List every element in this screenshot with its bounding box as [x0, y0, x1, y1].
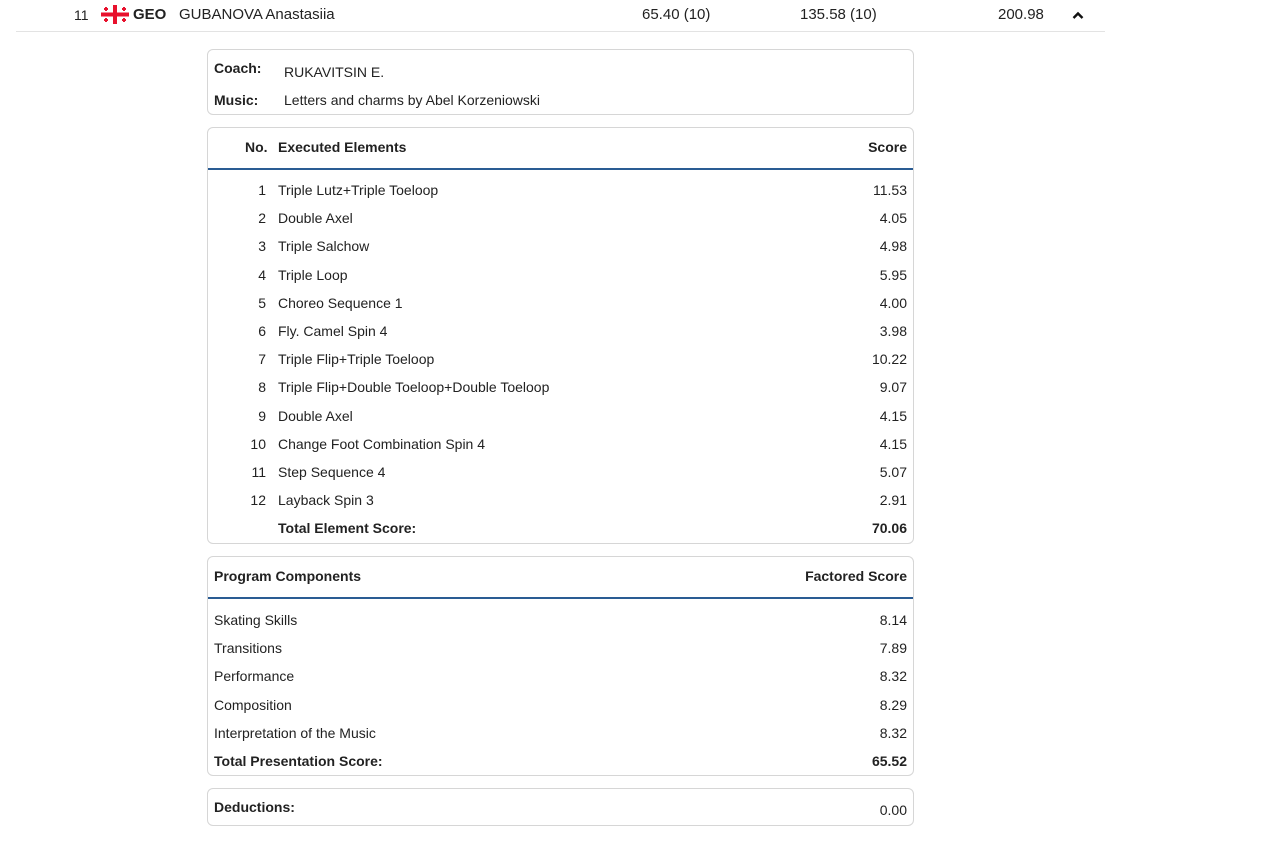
total-element-score-label: Total Element Score: [278, 520, 417, 537]
table-row [208, 320, 913, 342]
element-number: 7 [258, 351, 266, 368]
table-row [208, 665, 913, 687]
element-number: 1 [258, 182, 266, 198]
element-name: Layback Spin 3 [278, 492, 374, 509]
element-name: Triple Flip+Triple Toeloop [278, 351, 435, 368]
element-score: 4.15 [879, 435, 907, 452]
element-number: 5 [258, 294, 266, 311]
element-score: 4.15 [879, 407, 907, 424]
table-row [208, 405, 913, 427]
element-number: 12 [250, 492, 266, 509]
element-score: 10.22 [871, 351, 907, 368]
component-name: Skating Skills [214, 612, 298, 628]
executed-elements-table [207, 127, 914, 544]
element-number: 6 [258, 323, 266, 339]
deductions-card [207, 788, 914, 826]
chevron-up-icon[interactable] [1071, 6, 1085, 24]
music-value: Letters and charms by Abel Korzeniowski [284, 92, 541, 108]
deductions-row [208, 796, 913, 818]
component-score: 8.29 [879, 696, 907, 713]
element-number: 8 [258, 379, 266, 396]
element-name: Double Axel [278, 407, 353, 424]
table-header [208, 128, 913, 170]
athlete-info-card [207, 49, 914, 115]
element-name: Triple Loop [278, 266, 348, 283]
element-score: 2.91 [879, 492, 907, 509]
element-name: Choreo Sequence 1 [278, 294, 403, 311]
total-presentation-score-value: 65.52 [871, 753, 907, 769]
table-row [208, 179, 913, 201]
table-row [208, 489, 913, 511]
rank: 11 [74, 7, 89, 23]
element-name: Double Axel [278, 210, 353, 227]
total-presentation-score-row [208, 750, 913, 772]
element-number: 9 [258, 407, 266, 424]
table-row [208, 433, 913, 455]
table-row [208, 292, 913, 314]
table-row [208, 235, 913, 257]
element-number: 3 [258, 238, 266, 255]
element-score: 3.98 [879, 323, 907, 339]
table-row [208, 461, 913, 483]
element-number: 11 [251, 464, 266, 480]
coach-value: RUKAVITSIN E. [284, 64, 385, 80]
component-score: 7.89 [879, 640, 907, 657]
table-header [208, 557, 913, 599]
element-number: 10 [250, 435, 266, 452]
table-row [208, 376, 913, 398]
element-name: Triple Lutz+Triple Toeloop [278, 182, 439, 198]
total-score: 200.98 [998, 6, 1044, 23]
element-number: 2 [258, 210, 266, 227]
element-score: 9.07 [879, 379, 907, 396]
component-score: 8.14 [879, 612, 907, 628]
table-row [208, 264, 913, 286]
element-score: 11.53 [873, 182, 907, 198]
element-name: Fly. Camel Spin 4 [278, 323, 388, 339]
column-header-components: Program Components [214, 568, 362, 584]
element-score: 5.95 [879, 266, 907, 283]
component-name: Performance [214, 668, 295, 685]
column-header-score: Score [868, 139, 907, 155]
table-row [208, 609, 913, 631]
table-row [208, 348, 913, 370]
athlete-name: GUBANOVA Anastasiia [179, 6, 335, 23]
element-score: 4.05 [879, 210, 907, 227]
element-score: 5.07 [879, 464, 907, 480]
total-presentation-score-label: Total Presentation Score: [214, 753, 383, 769]
element-number: 4 [258, 266, 266, 283]
column-header-elements: Executed Elements [278, 139, 407, 155]
component-score: 8.32 [879, 668, 907, 685]
georgia-flag-icon [101, 5, 129, 24]
athlete-result-row[interactable] [16, 0, 1105, 32]
component-name: Composition [214, 696, 292, 713]
table-row [208, 722, 913, 744]
country-code: GEO [133, 6, 167, 23]
element-name: Triple Flip+Double Toeloop+Double Toeloop [278, 379, 550, 396]
component-score: 8.32 [879, 724, 907, 741]
deductions-value: 0.00 [879, 802, 907, 818]
element-name: Triple Salchow [278, 238, 370, 255]
deductions-label: Deductions: [214, 799, 295, 815]
table-row [208, 207, 913, 229]
element-score: 4.00 [879, 294, 907, 311]
table-row [208, 694, 913, 716]
coach-label: Coach: [214, 60, 262, 76]
table-row [208, 637, 913, 659]
free-skate-score: 135.58 (10) [800, 6, 877, 23]
music-label: Music: [214, 92, 259, 108]
program-components-table [207, 556, 914, 776]
element-name: Change Foot Combination Spin 4 [278, 435, 486, 452]
element-name: Step Sequence 4 [278, 464, 386, 480]
column-header-factored-score: Factored Score [805, 568, 907, 584]
short-program-score: 65.40 (10) [642, 6, 711, 23]
total-element-score-row [208, 517, 913, 539]
component-name: Interpretation of the Music [214, 724, 376, 741]
component-name: Transitions [214, 640, 282, 657]
total-element-score-value: 70.06 [871, 520, 907, 537]
element-score: 4.98 [879, 238, 907, 255]
column-header-no: No. [245, 139, 268, 155]
